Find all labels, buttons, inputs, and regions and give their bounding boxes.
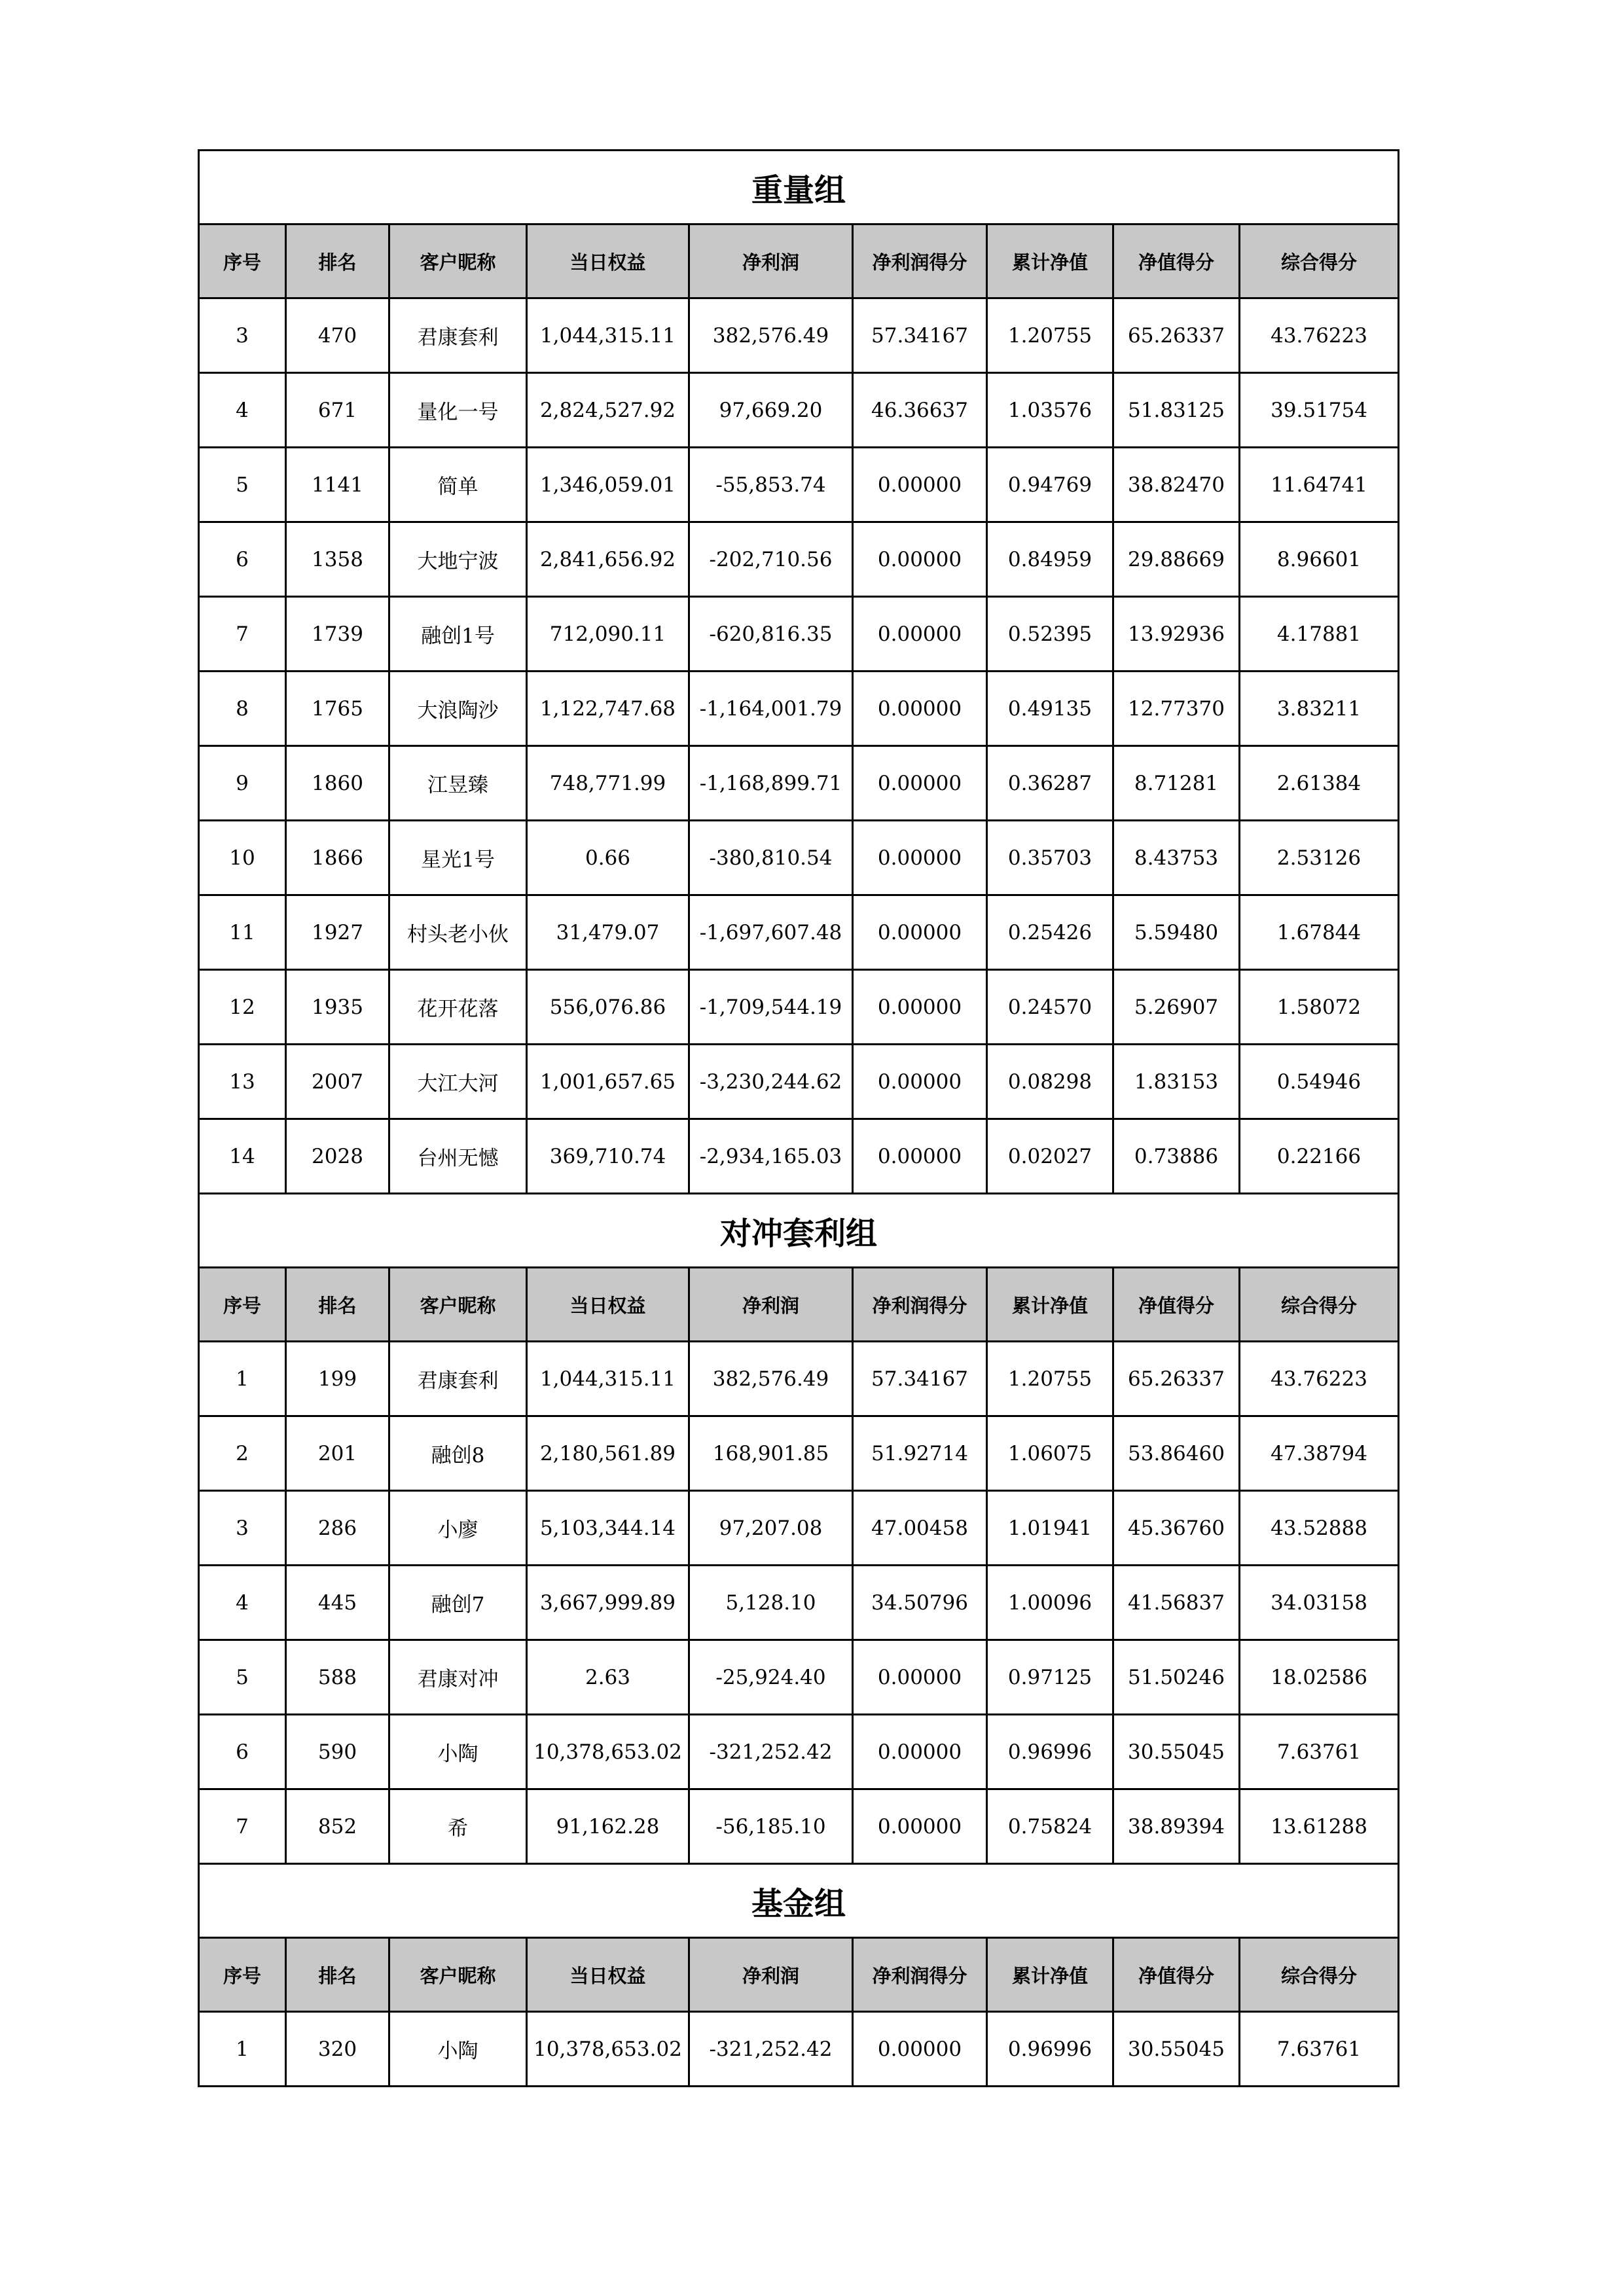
cell-overall-score: 0.54946: [1240, 1045, 1399, 1119]
cell-nav-score: 51.50246: [1113, 1640, 1240, 1715]
column-header-seq: 序号: [199, 1268, 286, 1342]
cell-rank: 2028: [286, 1119, 389, 1194]
table-row: [199, 448, 1399, 522]
cell-daily-equity: 2,824,527.92: [527, 373, 689, 448]
cell-cumulative-nav: 0.97125: [987, 1640, 1113, 1715]
cell-nickname: 融创1号: [389, 597, 527, 672]
cell-net-profit-score: 47.00458: [853, 1491, 987, 1566]
table-row: [199, 1416, 1399, 1491]
column-header-cumulative-nav: 累计净值: [987, 1938, 1113, 2012]
cell-nav-score: 51.83125: [1113, 373, 1240, 448]
column-header-overall-score: 综合得分: [1240, 1268, 1399, 1342]
table-row: [199, 597, 1399, 672]
cell-net-profit-score: 51.92714: [853, 1416, 987, 1491]
table-row: [199, 1342, 1399, 1416]
cell-seq: 1: [199, 2012, 286, 2087]
cell-rank: 1860: [286, 746, 389, 821]
cell-daily-equity: 748,771.99: [527, 746, 689, 821]
column-header-net-profit-score: 净利润得分: [853, 1268, 987, 1342]
column-header-nav-score: 净值得分: [1113, 1938, 1240, 2012]
column-header-daily-equity: 当日权益: [527, 1938, 689, 2012]
cell-daily-equity: 1,044,315.11: [527, 298, 689, 373]
group-title-row: [199, 151, 1399, 224]
cell-cumulative-nav: 0.25426: [987, 895, 1113, 970]
column-header-cumulative-nav: 累计净值: [987, 224, 1113, 298]
table-row: [199, 1491, 1399, 1566]
cell-net-profit-score: 0.00000: [853, 2012, 987, 2087]
cell-seq: 9: [199, 746, 286, 821]
cell-cumulative-nav: 0.94769: [987, 448, 1113, 522]
table-row: [199, 1119, 1399, 1194]
cell-rank: 201: [286, 1416, 389, 1491]
cell-net-profit-score: 0.00000: [853, 821, 987, 895]
group-title: 基金组: [199, 1864, 1399, 1938]
cell-nav-score: 5.59480: [1113, 895, 1240, 970]
cell-net-profit: -202,710.56: [689, 522, 853, 597]
cell-net-profit-score: 0.00000: [853, 1045, 987, 1119]
cell-rank: 1141: [286, 448, 389, 522]
cell-seq: 5: [199, 448, 286, 522]
cell-cumulative-nav: 0.75824: [987, 1789, 1113, 1864]
column-header-net-profit-score: 净利润得分: [853, 224, 987, 298]
cell-net-profit: -321,252.42: [689, 1715, 853, 1789]
cell-rank: 1765: [286, 672, 389, 746]
cell-rank: 445: [286, 1566, 389, 1640]
cell-nav-score: 65.26337: [1113, 1342, 1240, 1416]
cell-net-profit-score: 0.00000: [853, 1119, 987, 1194]
column-header-rank: 排名: [286, 1268, 389, 1342]
cell-overall-score: 1.58072: [1240, 970, 1399, 1045]
cell-nickname: 量化一号: [389, 373, 527, 448]
cell-daily-equity: 91,162.28: [527, 1789, 689, 1864]
cell-overall-score: 7.63761: [1240, 1715, 1399, 1789]
cell-rank: 2007: [286, 1045, 389, 1119]
cell-overall-score: 1.67844: [1240, 895, 1399, 970]
cell-nav-score: 53.86460: [1113, 1416, 1240, 1491]
cell-seq: 14: [199, 1119, 286, 1194]
cell-cumulative-nav: 0.08298: [987, 1045, 1113, 1119]
cell-cumulative-nav: 1.03576: [987, 373, 1113, 448]
table-row: [199, 2012, 1399, 2087]
table-row: [199, 746, 1399, 821]
cell-daily-equity: 31,479.07: [527, 895, 689, 970]
cell-nickname: 君康套利: [389, 298, 527, 373]
cell-nickname: 融创8: [389, 1416, 527, 1491]
table-row: [199, 672, 1399, 746]
cell-net-profit: 5,128.10: [689, 1566, 853, 1640]
column-header-daily-equity: 当日权益: [527, 224, 689, 298]
cell-cumulative-nav: 1.00096: [987, 1566, 1113, 1640]
cell-net-profit-score: 0.00000: [853, 448, 987, 522]
cell-daily-equity: 369,710.74: [527, 1119, 689, 1194]
cell-net-profit-score: 0.00000: [853, 597, 987, 672]
cell-rank: 588: [286, 1640, 389, 1715]
group-title: 对冲套利组: [199, 1194, 1399, 1268]
table-row: [199, 373, 1399, 448]
cell-overall-score: 11.64741: [1240, 448, 1399, 522]
cell-cumulative-nav: 0.36287: [987, 746, 1113, 821]
cell-rank: 320: [286, 2012, 389, 2087]
table-row: [199, 1789, 1399, 1864]
cell-net-profit: 382,576.49: [689, 1342, 853, 1416]
cell-net-profit: -321,252.42: [689, 2012, 853, 2087]
cell-net-profit-score: 34.50796: [853, 1566, 987, 1640]
column-header-rank: 排名: [286, 1938, 389, 2012]
table-row: [199, 522, 1399, 597]
cell-seq: 12: [199, 970, 286, 1045]
cell-nav-score: 1.83153: [1113, 1045, 1240, 1119]
cell-nickname: 小廖: [389, 1491, 527, 1566]
cell-daily-equity: 10,378,653.02: [527, 1715, 689, 1789]
column-header-seq: 序号: [199, 1938, 286, 2012]
cell-net-profit: -1,709,544.19: [689, 970, 853, 1045]
cell-nickname: 台州无憾: [389, 1119, 527, 1194]
cell-overall-score: 3.83211: [1240, 672, 1399, 746]
cell-net-profit-score: 46.36637: [853, 373, 987, 448]
column-header-row: [199, 224, 1399, 298]
cell-nav-score: 8.71281: [1113, 746, 1240, 821]
table-row: [199, 970, 1399, 1045]
group-title: 重量组: [199, 151, 1399, 224]
cell-rank: 852: [286, 1789, 389, 1864]
cell-nav-score: 8.43753: [1113, 821, 1240, 895]
cell-net-profit: 168,901.85: [689, 1416, 853, 1491]
cell-seq: 6: [199, 522, 286, 597]
table-row: [199, 1566, 1399, 1640]
cell-net-profit: -1,164,001.79: [689, 672, 853, 746]
column-header-nickname: 客户昵称: [389, 1938, 527, 2012]
cell-nickname: 小陶: [389, 1715, 527, 1789]
cell-net-profit: -55,853.74: [689, 448, 853, 522]
cell-seq: 6: [199, 1715, 286, 1789]
table-row: [199, 895, 1399, 970]
cell-rank: 1739: [286, 597, 389, 672]
cell-nav-score: 0.73886: [1113, 1119, 1240, 1194]
column-header-row: [199, 1938, 1399, 2012]
column-header-net-profit: 净利润: [689, 1268, 853, 1342]
column-header-nickname: 客户昵称: [389, 1268, 527, 1342]
cell-cumulative-nav: 0.35703: [987, 821, 1113, 895]
cell-seq: 7: [199, 597, 286, 672]
cell-seq: 2: [199, 1416, 286, 1491]
cell-cumulative-nav: 0.96996: [987, 1715, 1113, 1789]
cell-overall-score: 7.63761: [1240, 2012, 1399, 2087]
cell-overall-score: 47.38794: [1240, 1416, 1399, 1491]
cell-net-profit-score: 57.34167: [853, 298, 987, 373]
cell-cumulative-nav: 1.06075: [987, 1416, 1113, 1491]
group-title-row: [199, 1194, 1399, 1268]
cell-cumulative-nav: 1.20755: [987, 298, 1113, 373]
cell-net-profit-score: 0.00000: [853, 522, 987, 597]
cell-overall-score: 4.17881: [1240, 597, 1399, 672]
cell-daily-equity: 712,090.11: [527, 597, 689, 672]
cell-overall-score: 8.96601: [1240, 522, 1399, 597]
ranking-table: [198, 149, 1399, 2087]
cell-nickname: 简单: [389, 448, 527, 522]
cell-seq: 8: [199, 672, 286, 746]
column-header-rank: 排名: [286, 224, 389, 298]
cell-daily-equity: 2,180,561.89: [527, 1416, 689, 1491]
cell-nickname: 希: [389, 1789, 527, 1864]
cell-nickname: 村头老小伙: [389, 895, 527, 970]
cell-nav-score: 5.26907: [1113, 970, 1240, 1045]
column-header-nickname: 客户昵称: [389, 224, 527, 298]
cell-seq: 5: [199, 1640, 286, 1715]
cell-nickname: 江昱臻: [389, 746, 527, 821]
cell-rank: 590: [286, 1715, 389, 1789]
cell-daily-equity: 5,103,344.14: [527, 1491, 689, 1566]
cell-rank: 199: [286, 1342, 389, 1416]
cell-net-profit-score: 0.00000: [853, 895, 987, 970]
cell-seq: 4: [199, 373, 286, 448]
cell-net-profit-score: 0.00000: [853, 1715, 987, 1789]
group-title-row: [199, 1864, 1399, 1938]
cell-nickname: 融创7: [389, 1566, 527, 1640]
cell-nav-score: 41.56837: [1113, 1566, 1240, 1640]
cell-overall-score: 39.51754: [1240, 373, 1399, 448]
cell-nav-score: 65.26337: [1113, 298, 1240, 373]
cell-nickname: 大江大河: [389, 1045, 527, 1119]
column-header-seq: 序号: [199, 224, 286, 298]
cell-seq: 11: [199, 895, 286, 970]
cell-nav-score: 38.89394: [1113, 1789, 1240, 1864]
cell-daily-equity: 1,122,747.68: [527, 672, 689, 746]
cell-overall-score: 43.52888: [1240, 1491, 1399, 1566]
cell-rank: 1866: [286, 821, 389, 895]
column-header-net-profit: 净利润: [689, 1938, 853, 2012]
table-row: [199, 1715, 1399, 1789]
cell-daily-equity: 3,667,999.89: [527, 1566, 689, 1640]
column-header-row: [199, 1268, 1399, 1342]
column-header-net-profit-score: 净利润得分: [853, 1938, 987, 2012]
cell-overall-score: 13.61288: [1240, 1789, 1399, 1864]
cell-nav-score: 45.36760: [1113, 1491, 1240, 1566]
table-row: [199, 1045, 1399, 1119]
cell-seq: 1: [199, 1342, 286, 1416]
cell-seq: 4: [199, 1566, 286, 1640]
table-row: [199, 821, 1399, 895]
cell-daily-equity: 1,044,315.11: [527, 1342, 689, 1416]
cell-overall-score: 43.76223: [1240, 1342, 1399, 1416]
column-header-nav-score: 净值得分: [1113, 224, 1240, 298]
cell-net-profit-score: 0.00000: [853, 1640, 987, 1715]
cell-daily-equity: 2.63: [527, 1640, 689, 1715]
cell-rank: 470: [286, 298, 389, 373]
cell-nickname: 花开花落: [389, 970, 527, 1045]
column-header-daily-equity: 当日权益: [527, 1268, 689, 1342]
cell-nav-score: 30.55045: [1113, 2012, 1240, 2087]
table-row: [199, 1640, 1399, 1715]
cell-cumulative-nav: 0.52395: [987, 597, 1113, 672]
cell-net-profit-score: 0.00000: [853, 672, 987, 746]
cell-cumulative-nav: 1.01941: [987, 1491, 1113, 1566]
cell-rank: 671: [286, 373, 389, 448]
cell-net-profit-score: 0.00000: [853, 970, 987, 1045]
cell-seq: 3: [199, 298, 286, 373]
column-header-overall-score: 综合得分: [1240, 224, 1399, 298]
cell-nickname: 君康套利: [389, 1342, 527, 1416]
cell-daily-equity: 1,001,657.65: [527, 1045, 689, 1119]
cell-nav-score: 12.77370: [1113, 672, 1240, 746]
column-header-overall-score: 综合得分: [1240, 1938, 1399, 2012]
cell-daily-equity: 0.66: [527, 821, 689, 895]
cell-nav-score: 38.82470: [1113, 448, 1240, 522]
cell-overall-score: 18.02586: [1240, 1640, 1399, 1715]
cell-daily-equity: 1,346,059.01: [527, 448, 689, 522]
cell-nav-score: 30.55045: [1113, 1715, 1240, 1789]
cell-net-profit: 97,669.20: [689, 373, 853, 448]
cell-nickname: 大浪陶沙: [389, 672, 527, 746]
table-row: [199, 298, 1399, 373]
cell-net-profit: -1,168,899.71: [689, 746, 853, 821]
cell-overall-score: 2.61384: [1240, 746, 1399, 821]
cell-overall-score: 0.22166: [1240, 1119, 1399, 1194]
cell-net-profit: -2,934,165.03: [689, 1119, 853, 1194]
cell-net-profit: -620,816.35: [689, 597, 853, 672]
cell-daily-equity: 556,076.86: [527, 970, 689, 1045]
cell-net-profit-score: 0.00000: [853, 746, 987, 821]
column-header-nav-score: 净值得分: [1113, 1268, 1240, 1342]
cell-rank: 1935: [286, 970, 389, 1045]
cell-net-profit: -1,697,607.48: [689, 895, 853, 970]
cell-cumulative-nav: 0.96996: [987, 2012, 1113, 2087]
cell-nickname: 大地宁波: [389, 522, 527, 597]
cell-net-profit: -3,230,244.62: [689, 1045, 853, 1119]
cell-nickname: 星光1号: [389, 821, 527, 895]
cell-rank: 1927: [286, 895, 389, 970]
cell-seq: 10: [199, 821, 286, 895]
cell-net-profit: 97,207.08: [689, 1491, 853, 1566]
cell-net-profit: 382,576.49: [689, 298, 853, 373]
column-header-net-profit: 净利润: [689, 224, 853, 298]
cell-net-profit: -56,185.10: [689, 1789, 853, 1864]
cell-nav-score: 29.88669: [1113, 522, 1240, 597]
column-header-cumulative-nav: 累计净值: [987, 1268, 1113, 1342]
cell-cumulative-nav: 0.02027: [987, 1119, 1113, 1194]
cell-nickname: 小陶: [389, 2012, 527, 2087]
cell-net-profit-score: 0.00000: [853, 1789, 987, 1864]
cell-cumulative-nav: 0.49135: [987, 672, 1113, 746]
cell-seq: 13: [199, 1045, 286, 1119]
cell-rank: 1358: [286, 522, 389, 597]
cell-net-profit: -380,810.54: [689, 821, 853, 895]
cell-nav-score: 13.92936: [1113, 597, 1240, 672]
cell-net-profit: -25,924.40: [689, 1640, 853, 1715]
cell-seq: 3: [199, 1491, 286, 1566]
cell-daily-equity: 10,378,653.02: [527, 2012, 689, 2087]
cell-cumulative-nav: 0.24570: [987, 970, 1113, 1045]
cell-seq: 7: [199, 1789, 286, 1864]
cell-overall-score: 43.76223: [1240, 298, 1399, 373]
cell-overall-score: 34.03158: [1240, 1566, 1399, 1640]
cell-nickname: 君康对冲: [389, 1640, 527, 1715]
cell-cumulative-nav: 0.84959: [987, 522, 1113, 597]
cell-overall-score: 2.53126: [1240, 821, 1399, 895]
cell-rank: 286: [286, 1491, 389, 1566]
cell-daily-equity: 2,841,656.92: [527, 522, 689, 597]
cell-net-profit-score: 57.34167: [853, 1342, 987, 1416]
cell-cumulative-nav: 1.20755: [987, 1342, 1113, 1416]
